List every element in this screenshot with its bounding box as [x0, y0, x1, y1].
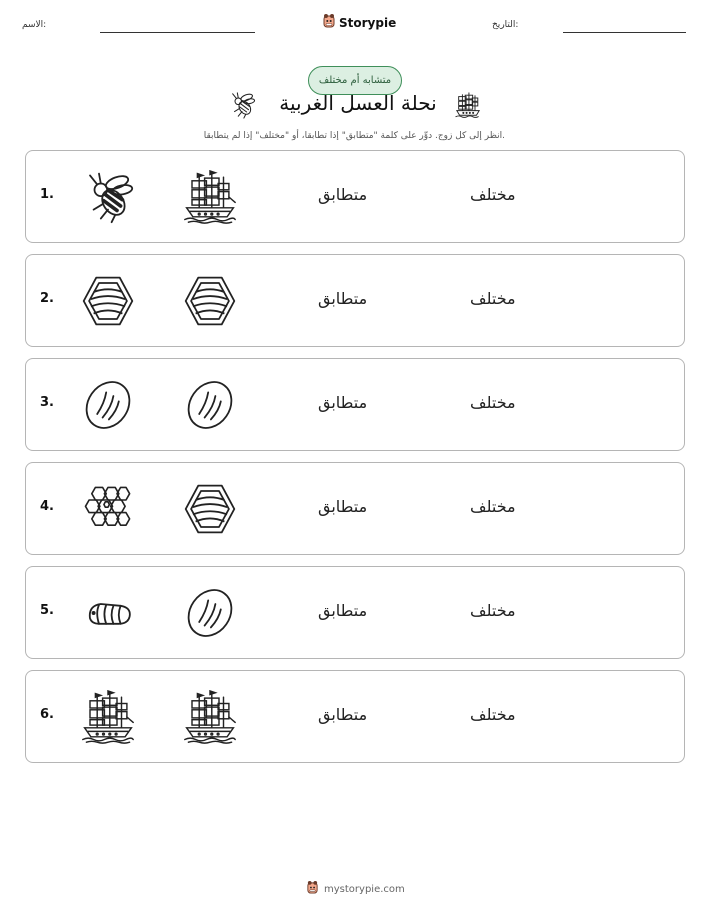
ship-icon — [182, 690, 238, 744]
honeycomb-icon — [80, 482, 136, 536]
worksheet-row — [25, 462, 685, 555]
larva-icon — [80, 586, 136, 640]
option-same[interactable]: متطابق — [318, 601, 368, 620]
bee-icon — [228, 91, 256, 123]
hexagon-hive-icon — [182, 274, 238, 328]
footer — [306, 880, 405, 899]
page-title: نحلة العسل الغربية — [279, 91, 437, 115]
option-same[interactable]: متطابق — [318, 185, 368, 204]
row-number: 2. — [40, 291, 54, 306]
row-number: 1. — [40, 187, 54, 202]
brand — [322, 13, 396, 33]
option-different[interactable]: مختلف — [470, 393, 516, 412]
ship-icon — [454, 91, 482, 123]
option-different[interactable]: مختلف — [470, 185, 516, 204]
date-line[interactable] — [563, 32, 686, 33]
name-label: الاسم: — [22, 20, 47, 30]
option-different[interactable]: مختلف — [470, 601, 516, 620]
option-different[interactable]: مختلف — [470, 705, 516, 724]
ship-icon — [80, 690, 136, 744]
option-different[interactable]: مختلف — [470, 497, 516, 516]
worksheet-row — [25, 566, 685, 659]
name-line[interactable] — [100, 32, 255, 33]
title-row — [226, 91, 486, 121]
worksheet-type-badge: متشابه أم مختلف — [308, 66, 402, 95]
option-same[interactable]: متطابق — [318, 497, 368, 516]
instructions: انظر إلى كل زوج. دوِّر على كلمة "متطابق" إذا تطابقا، أو "مختلف" إذا لم يتطابقا. — [203, 131, 505, 141]
option-same[interactable]: متطابق — [318, 705, 368, 724]
row-number: 5. — [40, 603, 54, 618]
option-same[interactable]: متطابق — [318, 393, 368, 412]
hexagon-hive-icon — [80, 274, 136, 328]
seed-icon — [80, 378, 136, 432]
date-label: التاريخ: — [492, 20, 519, 30]
seed-icon — [182, 378, 238, 432]
storypie-logo-icon — [322, 13, 336, 33]
option-same[interactable]: متطابق — [318, 289, 368, 308]
option-different[interactable]: مختلف — [470, 289, 516, 308]
footer-url[interactable]: mystorypie.com — [324, 884, 405, 895]
ship-icon — [182, 170, 238, 224]
worksheet-row — [25, 358, 685, 451]
row-number: 6. — [40, 707, 54, 722]
worksheet-row — [25, 254, 685, 347]
seed-icon — [182, 586, 238, 640]
worksheet-row — [25, 670, 685, 763]
hexagon-hive-icon — [182, 482, 238, 536]
row-number: 3. — [40, 395, 54, 410]
storypie-logo-icon — [306, 880, 319, 899]
brand-name: Storypie — [339, 16, 397, 30]
bee-icon — [80, 170, 136, 224]
row-number: 4. — [40, 499, 54, 514]
worksheet-row — [25, 150, 685, 243]
